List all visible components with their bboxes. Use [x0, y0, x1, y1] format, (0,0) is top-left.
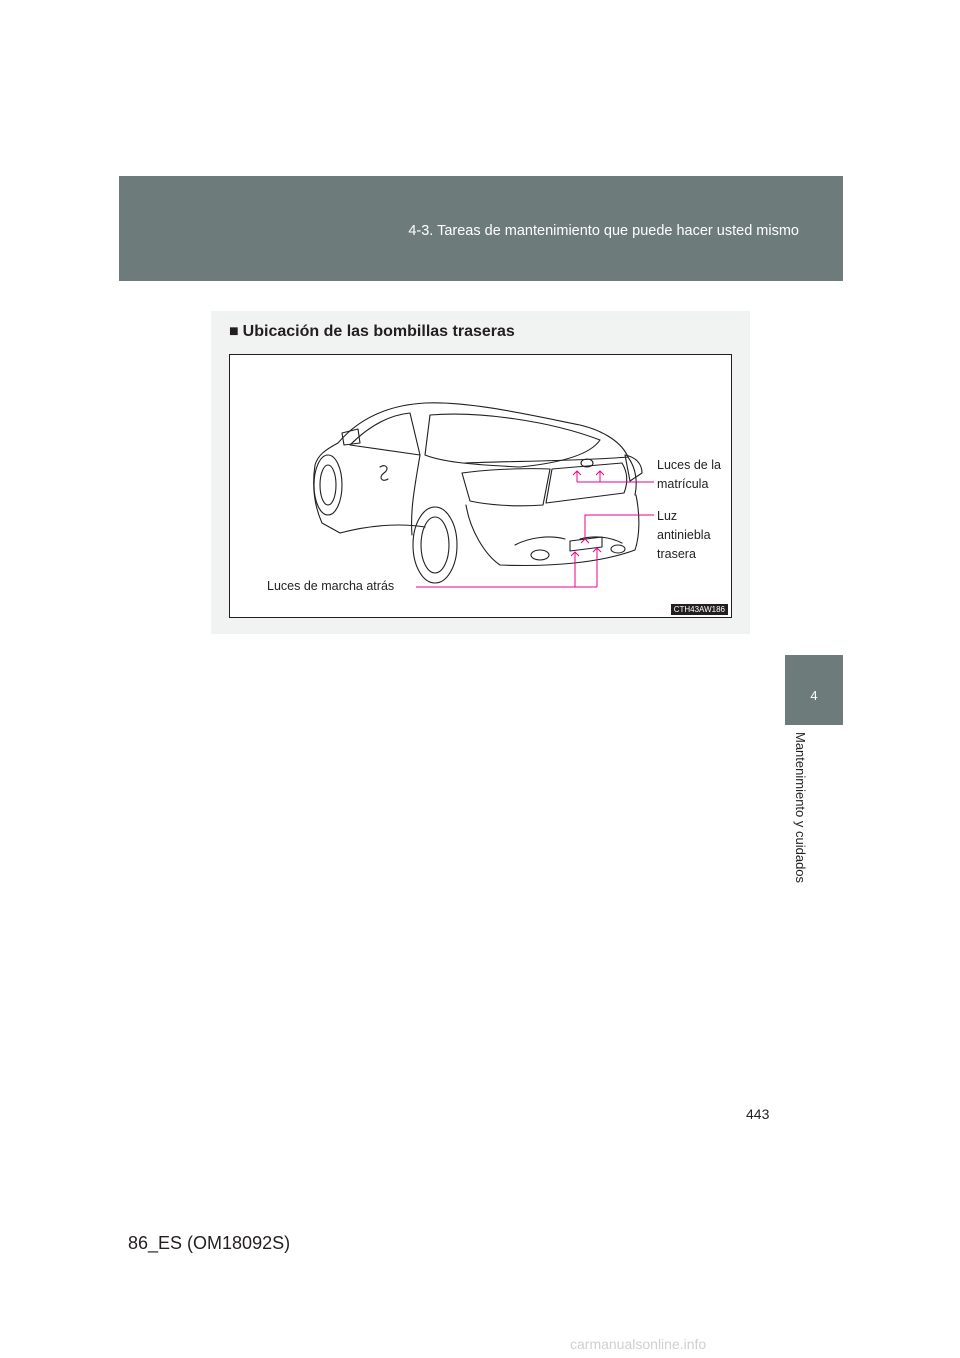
chapter-number: 4: [810, 688, 818, 703]
rear-bulbs-figure: [229, 354, 732, 618]
door-line: [412, 455, 420, 535]
side-badge: [380, 466, 388, 481]
chapter-side-label: Mantenimiento y cuidados: [793, 732, 808, 884]
chapter-header: [119, 176, 843, 281]
diffuser-left: [515, 537, 565, 545]
callout-license-plate-lights: Luces de la matrícula: [657, 458, 721, 491]
callout-rear-fog-light: Luz antiniebla trasera: [657, 509, 711, 561]
document-code: 86_ES (OM18092S): [128, 1233, 291, 1253]
watermark: carmanualsonline.info: [570, 1336, 707, 1352]
front-wheel: [314, 455, 342, 515]
rear-bumper: [466, 495, 639, 565]
section-heading-text: Ubicación de las bombillas traseras: [242, 323, 515, 340]
square-bullet-icon: ■: [229, 323, 239, 340]
left-taillight: [462, 469, 550, 506]
exhaust-left: [531, 550, 549, 560]
side-mirror: [342, 429, 360, 445]
side-window: [350, 413, 420, 455]
rear-window: [425, 414, 600, 467]
exhaust-right: [611, 545, 625, 553]
callout-reverse-lights: Luces de marcha atrás: [267, 579, 395, 593]
rear-rim: [421, 517, 449, 573]
roof-line: [338, 403, 628, 457]
plate-recess: [546, 463, 627, 503]
figure-code: CTH43AW186: [671, 604, 728, 615]
chapter-title: 4-3. Tareas de mantenimiento que puede hacer usted mismo: [408, 223, 799, 239]
rear-bulbs-section: [211, 311, 750, 634]
section-heading: [229, 323, 515, 341]
leader-fog: [585, 515, 654, 539]
chapter-tab: [785, 655, 843, 725]
page-number: 443: [746, 1106, 770, 1122]
front-rim: [320, 465, 336, 505]
rear-wheel: [413, 507, 457, 583]
